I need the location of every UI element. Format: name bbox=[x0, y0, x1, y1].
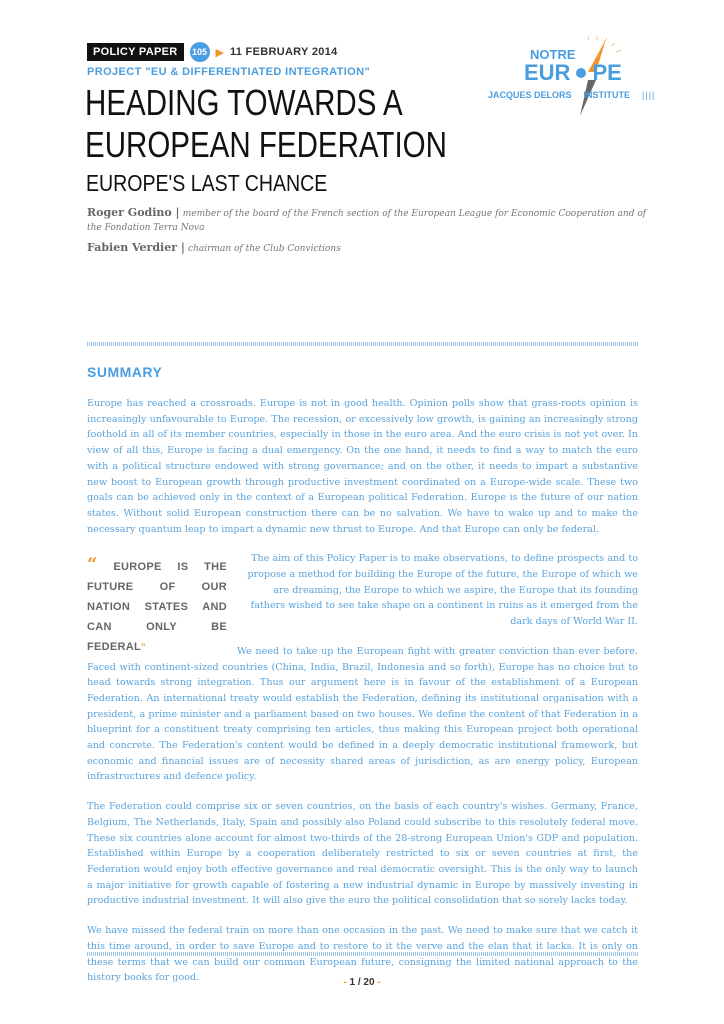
title-line: HEADING TOWARDS A bbox=[85, 82, 403, 123]
logo-line3 bbox=[488, 90, 655, 101]
page-number-text: 1 / 20 bbox=[349, 977, 375, 988]
author-name: Roger Godino | bbox=[87, 206, 180, 219]
summary-paragraph: The aim of this Policy Paper is to make observations, to define prospects and to propose a method for building the Europe of the future, the Europe of which we are dreaming, the Europe to which we aspire, the Europe that its founding fathers wished to see take shape on a continent in ruins as it emerged from the dark days of World War II. bbox=[247, 553, 638, 628]
author-entry bbox=[87, 206, 647, 235]
quote-close-icon: ” bbox=[141, 642, 146, 653]
page-title bbox=[85, 82, 447, 166]
page-number: - 1 / 20 - bbox=[343, 977, 381, 988]
logo-dot-icon bbox=[576, 68, 586, 78]
header-meta bbox=[87, 42, 338, 62]
logo-line1: NOTRE bbox=[530, 47, 576, 62]
summary-paragraph: Europe has reached a crossroads. Europe is not in good health. Opinion polls show that grass-roots opinion is increasingly unfavourable to Europe. The recession, or excessively low growth, is gaining an increasingly strong foothold in all of its member countries, especially in those in the euro area. And the euro crisis is not yet over. In view of all this, Europe is facing a dual emergency. On the one hand, it needs to find a way to match the euro with a political structure endowed with strong governance; and on the other, it needs to impart a substantive new boost to European growth through productive investment coordinated on a Europe-wide scale. These two goals can be achieved only in the context of a European political Federation. Europe is the future of our nation states. Without solid European construction there can be no salvation. We have to wake up and to make the necessary quantum leap to impart a dynamic new thrust to Europe. And that Europe can only be federal. bbox=[87, 398, 638, 535]
logo-line2b: PE bbox=[592, 60, 622, 85]
summary-paragraph: We need to take up the European fight with greater conviction than ever before. Faced with continent-sized countries (China, India, Brazil, Indonesia and so forth), Europe has no choice but to head towards strong integration. Thus our argument here is in favour of the establishment of a European Federation. An international treaty would establish the Federation, defining its institutional organisation with a president, a prime minister and a parliament based on two houses. We define the content of that Federation in a blueprint for a constituent treaty comprising ten articles, thus making this European project both operational and concrete. The Federation's content would be defined in a deeply democratic institutional framework, but economic and financial issues are of necessity shared areas of jurisdiction, as are energy policy, European infrastructures and defence policy. bbox=[87, 645, 638, 783]
summary-body bbox=[87, 396, 638, 1000]
divider bbox=[87, 952, 638, 956]
issue-number-badge: 105 bbox=[190, 42, 210, 62]
quote-mark-icon: “ bbox=[87, 554, 98, 576]
logo-line2 bbox=[524, 62, 622, 84]
arrow-icon: ▶ bbox=[215, 45, 224, 59]
title-line: EUROPEAN FEDERATION bbox=[85, 124, 447, 165]
logo-line3a: JACQUES DELORS bbox=[488, 90, 572, 100]
notre-europe-logo bbox=[488, 36, 658, 118]
author-role: chairman of the Club Convictions bbox=[188, 244, 341, 254]
logo-line3b: INSTITUTE bbox=[583, 90, 631, 100]
summary-paragraph: We have missed the federal train on more than one occasion in the past. We need to make sure that we catch it this time around, in order to save Europe and to restore to it the verve and the elan that it lacks. It is only on these terms that we can build our common European future, consigning the limited national approach to the history books for good. bbox=[87, 925, 638, 984]
summary-paragraph: The Federation could comprise six or seven countries, on the basis of each country's wishes. Germany, France, Belgium, The Netherlands, Italy, Spain and possibly also Poland could subscribe to this resolutely federal move. These six countries alone account for almost two-thirds of the 28-strong European Union's GDP and population. Established within Europe by a cooperation deliberately restricted to six or seven countries at first, the Federation would enjoy both effective governance and real democratic oversight. This is the only way to launch a major initiative for growth capable of fostering a new industrial dynamic in Europe by massively investing in productive industrial investment. It will also give the euro the political consolidation that so sorely lacks today. bbox=[87, 801, 638, 907]
author-role: member of the board of the French section of the European League for Economic Cooperation and of the Fondation Terra Nova bbox=[87, 209, 647, 233]
divider bbox=[87, 342, 638, 346]
author-name: Fabien Verdier | bbox=[87, 241, 185, 254]
summary-heading: SUMMARY bbox=[87, 364, 163, 380]
publication-date: 11 FEBRUARY 2014 bbox=[229, 46, 338, 58]
pull-quote bbox=[87, 554, 227, 654]
logo-line2a: EUR bbox=[524, 60, 571, 85]
series-label: POLICY PAPER bbox=[87, 43, 184, 61]
page-subtitle: EUROPE'S LAST CHANCE bbox=[86, 170, 328, 196]
pull-quote-text: EUROPE IS THE FUTURE OF OUR NATION STATES AND CAN ONLY BE FEDERAL bbox=[87, 561, 227, 654]
logo-bars-icon: |||| bbox=[642, 90, 656, 100]
project-label: PROJECT "EU & DIFFERENTIATED INTEGRATION" bbox=[87, 66, 371, 78]
author-entry bbox=[87, 241, 647, 256]
